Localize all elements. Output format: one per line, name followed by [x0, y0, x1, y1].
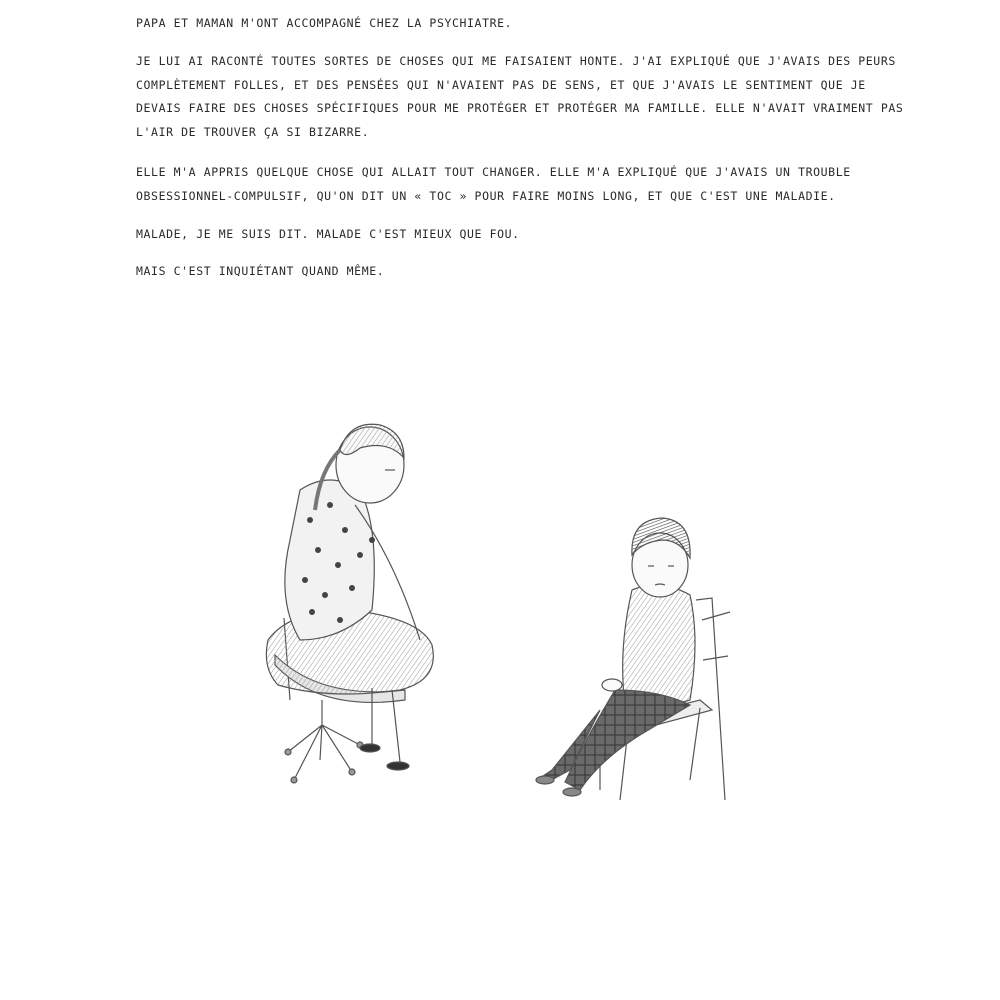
psychiatrist-figure: [266, 424, 433, 783]
text-line: L'AIR DE TROUVER ÇA SI BIZARRE.: [136, 125, 370, 139]
text-line: PAPA ET MAMAN M'ONT ACCOMPAGNÉ CHEZ LA PSYCHIATRE.: [136, 16, 513, 30]
text-line: MAIS C'EST INQUIÉTANT QUAND MÊME.: [136, 264, 385, 278]
text-line: MALADE, JE ME SUIS DIT. MALADE C'EST MIEUX QUE FOU.: [136, 227, 520, 241]
text-line: JE LUI AI RACONTÉ TOUTES SORTES DE CHOSES QUI ME FAISAIENT HONTE. J'AI EXPLIQUÉ QUE J'AVAIS DES PEURS: [136, 54, 896, 68]
text-line: ELLE M'A APPRIS QUELQUE CHOSE QUI ALLAIT TOUT CHANGER. ELLE M'A EXPLIQUÉ QUE J'AVAIS UN TROUBLE: [136, 165, 851, 179]
boy-figure: [536, 518, 730, 800]
text-line: COMPLÈTEMENT FOLLES, ET DES PENSÉES QUI N'AVAIENT PAS DE SENS, ET QUE J'AVAIS LE SENTIMENT QUE JE: [136, 78, 866, 92]
text-line: DEVAIS FAIRE DES CHOSES SPÉCIFIQUES POUR ME PROTÉGER ET PROTÉGER MA FAMILLE. ELLE N'AVAIT VRAIMENT PAS: [136, 101, 904, 115]
text-line: OBSESSIONNEL-COMPULSIF, QU'ON DIT UN « TOC » POUR FAIRE MOINS LONG, ET QUE C'EST UNE MALADIE.: [136, 189, 836, 203]
